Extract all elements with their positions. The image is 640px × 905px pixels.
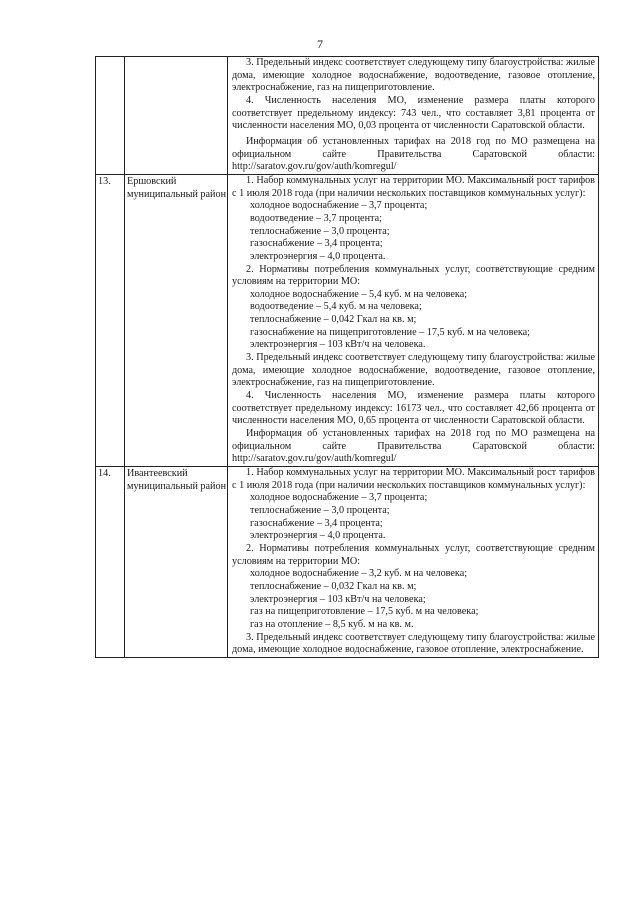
list-item: газ на пищеприготовление – 17,5 куб. м на человека; [250,606,479,618]
list-item: холодное водоснабжение – 3,2 куб. м на человека; [250,568,468,580]
row-content [228,174,599,466]
list-item: газоснабжение – 3,4 процента; [250,238,383,250]
paragraph: 2. Нормативы потребления коммунальных услуг, соответствующие средним условиям на территории МО: [232,542,595,567]
list-item: холодное водоснабжение – 5,4 куб. м на человека; [250,288,468,300]
list-item: газоснабжение – 3,4 процента; [250,517,383,529]
paragraph: 3. Предельный индекс соответствует следующему типу благоустройства: жилые дома, имеющие холодное водоснабжение, водоотведение, газовое отопление, электроснабжение, газ на пищеприготовление. [232,352,595,389]
list-item: водоотведение – 3,7 процента; [250,212,382,224]
list-item: холодное водоснабжение – 3,7 процента; [250,492,428,504]
table-row [96,174,599,466]
list-item: электроэнергия – 103 кВт/ч на человека; [250,593,426,605]
list-item: холодное водоснабжение – 3,7 процента; [250,200,428,212]
row-content [228,467,599,658]
list-item: электроэнергия – 103 кВт/ч на человека. [250,339,426,351]
district-name [125,57,228,175]
list-item: теплоснабжение – 3,0 процента; [250,504,390,516]
paragraph: 1. Набор коммунальных услуг на территории МО. Максимальный рост тарифов с 1 июля 2018 года (при наличии нескольких поставщиков коммунальных услуг): [232,467,595,491]
paragraph: 4. Численность населения МО, изменение размера платы которого соответствует предельному индексу: 743 чел., что составляет 3,81 процента от численности населения МО, 0,03 процента от численности Саратовской области. [232,94,595,132]
table-row [96,467,599,658]
row-number: 13. [96,174,125,466]
row-number: 14. [96,467,125,658]
list-item: водоотведение – 5,4 куб. м на человека; [250,301,422,313]
row-content [228,57,599,175]
paragraph: 4. Численность населения МО, изменение размера платы которого соответствует предельному индексу: 16173 чел., что составляет 42,66 процента от численности населения МО, 0,65 процента от численности Саратовской области. [232,390,595,427]
list-item: теплоснабжение – 0,032 Гкал на кв. м; [250,580,417,592]
list-item: электроэнергия – 4,0 процента. [250,250,386,262]
paragraph: 1. Набор коммунальных услуг на территории МО. Максимальный рост тарифов с 1 июля 2018 года (при наличии нескольких поставщиков коммунальных услуг): [232,174,595,199]
row-number [96,57,125,175]
list-item: электроэнергия – 4,0 процента. [250,530,386,542]
list-item: газоснабжение на пищеприготовление – 17,5 куб. м на человека; [250,326,530,338]
district-name: Ершовский муниципальный район [125,174,228,466]
district-name: Ивантеевский муниципальный район [125,467,228,658]
paragraph: 2. Нормативы потребления коммунальных услуг, соответствующие средним условиям на территории МО: [232,263,595,288]
list-item: газ на отопление – 8,5 куб. м на кв. м. [250,618,414,630]
page-number: 7 [317,37,323,51]
paragraph: Информация об установленных тарифах на 2018 год по МО размещена на официальном сайте Правительства Саратовской области: http://saratov.gov.ru/gov/auth/komregul/ [232,135,595,173]
paragraph: Информация об установленных тарифах на 2018 год по МО размещена на официальном сайте Правительства Саратовской области: http://saratov.gov.ru/gov/auth/komregul/ [232,428,595,465]
paragraph: 3. Предельный индекс соответствует следующему типу благоустройства: жилые дома, имеющие холодное водоснабжение, газовое отопление, электроснабжение. [232,631,595,656]
table-row [96,57,599,175]
list-item: теплоснабжение – 0,042 Гкал на кв. м; [250,314,417,326]
paragraph: 3. Предельный индекс соответствует следующему типу благоустройства: жилые дома, имеющие холодное водоснабжение, водоотведение, газовое отопление, электроснабжение, газ на пищеприготовление. [232,57,595,94]
tariffs-table [95,56,599,658]
list-item: теплоснабжение – 3,0 процента; [250,225,390,237]
